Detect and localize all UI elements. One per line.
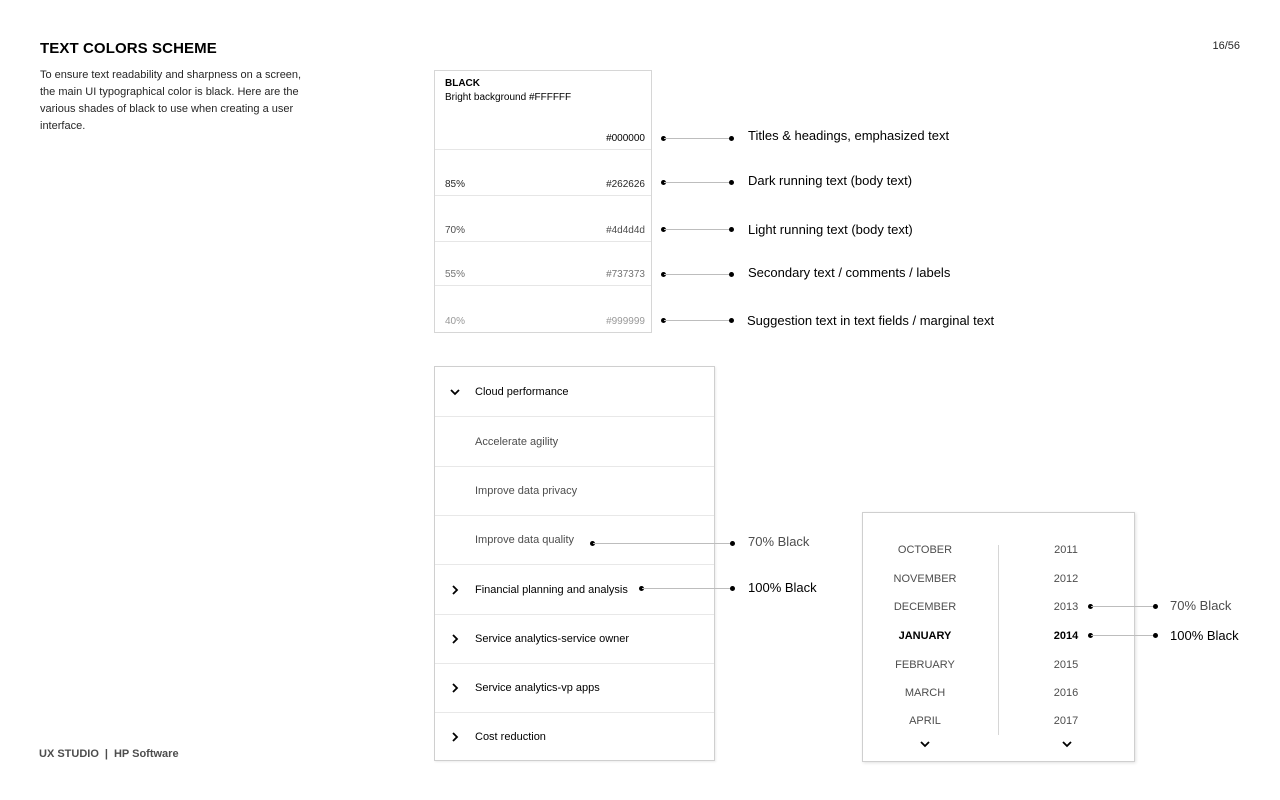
connector-dot bbox=[730, 586, 735, 591]
shades-card bbox=[434, 70, 652, 333]
year-scroll-down-icon[interactable] bbox=[1060, 740, 1074, 750]
accordion-item-label: Cloud performance bbox=[475, 385, 569, 398]
usage-secondary: Secondary text / comments / labels bbox=[748, 265, 951, 280]
callout-100-black: 100% Black bbox=[748, 580, 817, 595]
year-option[interactable]: 2011 bbox=[1054, 544, 1078, 556]
callout-70-black: 70% Black bbox=[748, 534, 810, 549]
connector-line bbox=[664, 320, 732, 321]
accordion-subitem-accelerate-agility[interactable] bbox=[435, 417, 714, 467]
year-option[interactable]: 2016 bbox=[1053, 687, 1079, 699]
accordion-item-label: Cost reduction bbox=[475, 730, 546, 743]
footer bbox=[39, 748, 179, 760]
connector-line bbox=[642, 588, 733, 589]
accordion-item-cloud-performance[interactable] bbox=[435, 367, 714, 417]
chevron-right-icon bbox=[448, 632, 462, 646]
connector-line bbox=[593, 543, 733, 544]
chevron-down-icon bbox=[448, 385, 462, 399]
accordion-item-vp-apps[interactable] bbox=[435, 664, 714, 713]
chevron-right-icon bbox=[448, 681, 462, 695]
hex-value: #000000 bbox=[606, 133, 645, 144]
usage-light-body: Light running text (body text) bbox=[748, 222, 913, 237]
connector-dot bbox=[1153, 604, 1158, 609]
connector-line bbox=[664, 274, 732, 275]
usage-suggestion: Suggestion text in text fields / marginal text bbox=[747, 313, 995, 328]
connector-dot bbox=[730, 541, 735, 546]
shade-percent: 55% bbox=[445, 269, 466, 280]
connector-dot bbox=[1153, 633, 1158, 638]
footer-separator: | bbox=[104, 748, 108, 760]
shade-row-40 bbox=[435, 286, 651, 332]
accordion-subitem-label: Accelerate agility bbox=[475, 435, 559, 448]
accordion-item-financial-planning[interactable] bbox=[435, 565, 714, 615]
month-option[interactable]: MARCH bbox=[904, 687, 946, 699]
chevron-right-icon bbox=[448, 730, 462, 744]
accordion-item-label: Service analytics-vp apps bbox=[475, 682, 600, 694]
page-number: 16/56 bbox=[1212, 40, 1240, 52]
accordion-subitem-improve-data-privacy[interactable] bbox=[435, 467, 714, 516]
month-option[interactable]: NOVEMBER bbox=[893, 573, 957, 585]
connector-line bbox=[664, 182, 732, 183]
usage-dark-body: Dark running text (body text) bbox=[748, 173, 913, 188]
shade-percent: 70% bbox=[445, 225, 466, 236]
color-subtitle: Bright background #FFFFFF bbox=[445, 92, 572, 103]
intro-text: To ensure text readability and sharpness on a screen, the main UI typographical color is black. Here are the various shades of black to use when creating a user interface. bbox=[40, 69, 302, 132]
usage-titles: Titles & headings, emphasized text bbox=[748, 128, 950, 143]
accordion-item-cost-reduction[interactable] bbox=[435, 713, 714, 760]
shade-row-55 bbox=[435, 242, 651, 286]
year-option[interactable]: 2015 bbox=[1053, 659, 1079, 671]
connector-dot bbox=[729, 227, 734, 232]
shade-percent: 85% bbox=[445, 179, 466, 190]
picker-divider bbox=[998, 545, 999, 735]
connector-line bbox=[1091, 635, 1156, 636]
accordion-subitem-label: Improve data privacy bbox=[475, 485, 578, 497]
accordion-item-label: Financial planning and analysis bbox=[475, 583, 628, 596]
shade-percent: 40% bbox=[445, 316, 466, 327]
hex-value: #999999 bbox=[606, 316, 645, 327]
footer-company: HP Software bbox=[113, 748, 179, 760]
accordion-item-label: Service analytics-service owner bbox=[475, 633, 630, 645]
connector-line bbox=[664, 229, 732, 230]
year-option-selected[interactable]: 2014 bbox=[1053, 630, 1079, 642]
shade-row-70 bbox=[435, 196, 651, 242]
accordion-menu bbox=[434, 366, 715, 761]
connector-dot bbox=[729, 136, 734, 141]
callout-70-black-picker: 70% Black bbox=[1170, 598, 1232, 613]
year-option[interactable]: 2013 bbox=[1053, 601, 1079, 613]
color-name: BLACK bbox=[445, 78, 480, 89]
month-option[interactable]: DECEMBER bbox=[893, 601, 957, 613]
month-option[interactable]: APRIL bbox=[909, 715, 941, 727]
month-option-selected[interactable]: JANUARY bbox=[898, 630, 952, 642]
shade-row-85 bbox=[435, 150, 651, 196]
connector-line bbox=[664, 138, 732, 139]
month-scroll-down-icon[interactable] bbox=[918, 740, 932, 750]
chevron-right-icon bbox=[448, 583, 462, 597]
year-option[interactable]: 2012 bbox=[1053, 573, 1079, 585]
connector-line bbox=[1091, 606, 1156, 607]
month-option[interactable]: FEBRUARY bbox=[895, 659, 955, 671]
hex-value: #262626 bbox=[606, 179, 645, 190]
connector-dot bbox=[729, 318, 734, 323]
shade-row-100 bbox=[435, 71, 651, 150]
year-option[interactable]: 2017 bbox=[1053, 715, 1079, 727]
page-title: TEXT COLORS SCHEME bbox=[40, 40, 217, 57]
accordion-subitem-label: Improve data quality bbox=[475, 534, 575, 546]
connector-dot bbox=[729, 272, 734, 277]
hex-value: #737373 bbox=[606, 269, 645, 280]
month-option[interactable]: OCTOBER bbox=[897, 544, 953, 556]
hex-value: #4d4d4d bbox=[606, 225, 645, 236]
callout-100-black-picker: 100% Black bbox=[1170, 628, 1239, 643]
accordion-subitem-improve-data-quality[interactable] bbox=[435, 516, 714, 565]
card-header bbox=[445, 77, 571, 105]
accordion-item-service-owner[interactable] bbox=[435, 615, 714, 664]
connector-dot bbox=[729, 180, 734, 185]
footer-studio: UX STUDIO bbox=[39, 748, 99, 760]
month-year-picker bbox=[862, 512, 1135, 762]
